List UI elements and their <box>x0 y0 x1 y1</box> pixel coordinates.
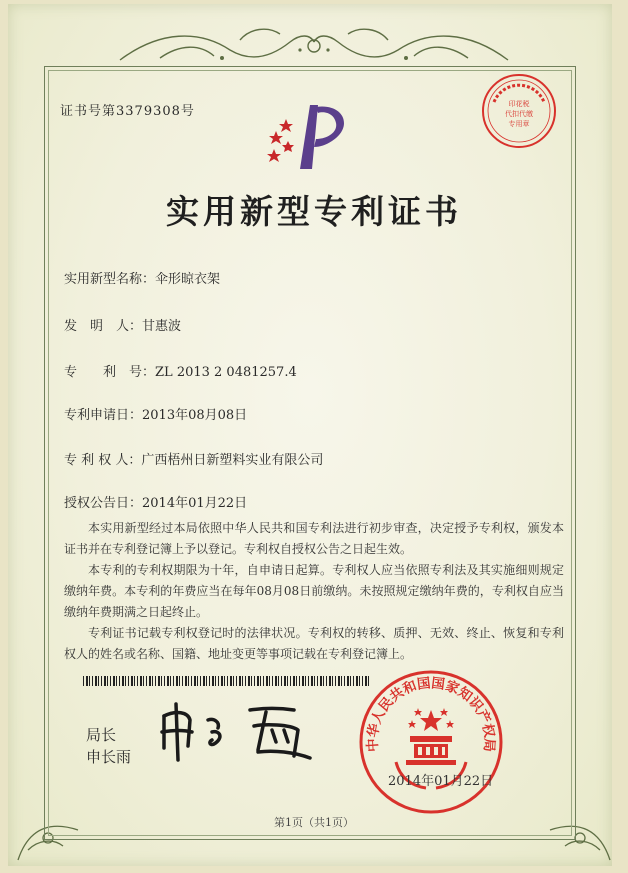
field-patent-number <box>64 361 297 380</box>
tax-stamp <box>480 72 558 150</box>
director-signature <box>154 696 324 766</box>
field-value: 伞形晾衣架 <box>155 272 221 287</box>
svg-text:印花税: 印花税 <box>508 100 530 108</box>
field-utility-model-name <box>64 268 220 287</box>
field-value: 广西梧州日新塑料实业有限公司 <box>141 453 324 468</box>
seal-date: 2014年01月22日 <box>388 774 494 789</box>
field-label: 专 利 号： <box>64 365 156 380</box>
official-seal <box>356 666 506 816</box>
field-label: 授权公告日： <box>64 496 143 511</box>
seal-arc-text: 中华人民共和国国家知识产权局 <box>364 675 498 753</box>
field-label: 专 利 权 人： <box>64 453 142 468</box>
patent-office-logo <box>264 97 360 171</box>
field-application-date <box>64 404 247 423</box>
body-paragraph: 本专利的专利权期限为十年，自申请日起算。专利权人应当依照专利法及其实施细则规定缴纳年费。本专利的年费应当在每年08月08日前缴纳。未按照规定缴纳年费的，专利权自应当缴纳年费期满之日起终止。 <box>64 563 564 619</box>
director-name: 申长雨 <box>86 748 132 766</box>
body-paragraph: 专利证书记载专利权登记时的法律状况。专利权的转移、质押、无效、终止、恢复和专利权人的姓名或名称、国籍、地址变更等事项记载在专利登记簿上。 <box>64 626 564 661</box>
certificate-serial: 证书号第3379308号 <box>60 104 195 119</box>
svg-text:代扣代缴: 代扣代缴 <box>505 110 533 118</box>
field-value: 甘惠波 <box>142 319 182 334</box>
page-number: 第1页（共1页） <box>274 816 354 829</box>
field-value: 2014年01月22日 <box>142 496 248 511</box>
field-patentee <box>64 449 323 468</box>
field-label: 专利申请日： <box>64 408 143 423</box>
field-inventor <box>64 315 181 334</box>
barcode <box>83 676 371 686</box>
field-value: ZL 2013 2 0481257.4 <box>155 365 297 380</box>
field-value: 2013年08月08日 <box>142 408 248 423</box>
body-paragraph: 本实用新型经过本局依照中华人民共和国专利法进行初步审查，决定授予专利权，颁发本证书并在专利登记簿上予以登记。专利权自授权公告之日起生效。 <box>64 521 564 556</box>
field-label: 实用新型名称： <box>64 272 156 287</box>
certificate-title: 实用新型专利证书 <box>166 192 462 231</box>
field-label: 发 明 人： <box>64 319 143 334</box>
svg-text:专用章: 专用章 <box>508 120 530 128</box>
field-grant-date <box>64 492 247 511</box>
director-title: 局长 <box>86 726 117 744</box>
